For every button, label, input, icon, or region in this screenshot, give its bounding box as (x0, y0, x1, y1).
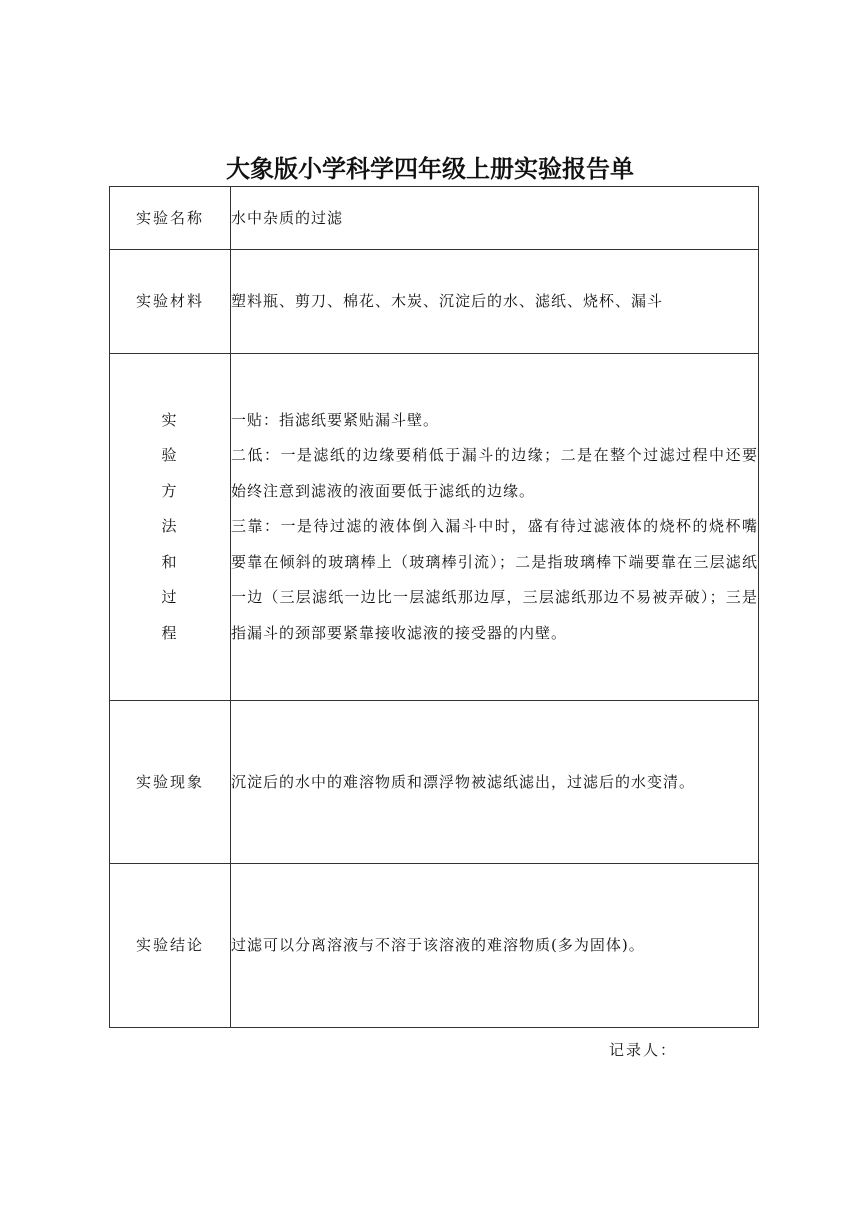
report-table (109, 186, 759, 1028)
value-conclusion: 过滤可以分离溶液与不溶于该溶液的难溶物质(多为固体)。 (231, 864, 759, 1028)
label-phenomenon: 实验现象 (110, 701, 231, 864)
value-experiment-name: 水中杂质的过滤 (231, 187, 759, 250)
table-row-name (110, 187, 759, 250)
value-phenomenon: 沉淀后的水中的难溶物质和漂浮物被滤纸滤出，过滤后的水变清。 (231, 701, 759, 864)
label-method-char: 过 (161, 588, 179, 607)
table-row-method (110, 354, 759, 701)
recorder-label: 记录人： (609, 1041, 678, 1059)
label-method-char: 验 (161, 446, 179, 465)
value-materials: 塑料瓶、剪刀、棉花、木炭、沉淀后的水、滤纸、烧杯、漏斗 (231, 250, 759, 354)
label-method-char: 和 (161, 552, 179, 571)
label-method-process (110, 354, 231, 701)
method-paragraph: 二低：一是滤纸的边缘要稍低于漏斗的边缘；二是在整个过滤过程中还要始终注意到滤液的液面要低于滤纸的边缘。 (231, 446, 758, 500)
table-row-materials (110, 250, 759, 354)
label-method-char: 法 (161, 517, 179, 536)
value-method-process (231, 354, 759, 701)
label-experiment-name: 实验名称 (110, 187, 231, 250)
table-row-phenomenon (110, 701, 759, 864)
label-conclusion: 实验结论 (110, 864, 231, 1028)
page-title: 大象版小学科学四年级上册实验报告单 (226, 155, 634, 183)
label-materials: 实验材料 (110, 250, 231, 354)
table-row-conclusion (110, 864, 759, 1028)
label-method-char: 方 (161, 481, 179, 500)
method-paragraph: 三靠：一是待过滤的液体倒入漏斗中时，盛有待过滤液体的烧杯的烧杯嘴要靠在倾斜的玻璃棒上（玻璃棒引流）；二是指玻璃棒下端要靠在三层滤纸一边（三层滤纸一边比一层滤纸那边厚，三层滤纸那边不易被弄破）；三是指漏斗的颈部要紧靠接收滤液的接受器的内壁。 (231, 517, 758, 642)
label-method-char: 程 (161, 623, 179, 642)
label-method-char: 实 (161, 410, 179, 429)
method-paragraph: 一贴：指滤纸要紧贴漏斗壁。 (231, 410, 440, 429)
